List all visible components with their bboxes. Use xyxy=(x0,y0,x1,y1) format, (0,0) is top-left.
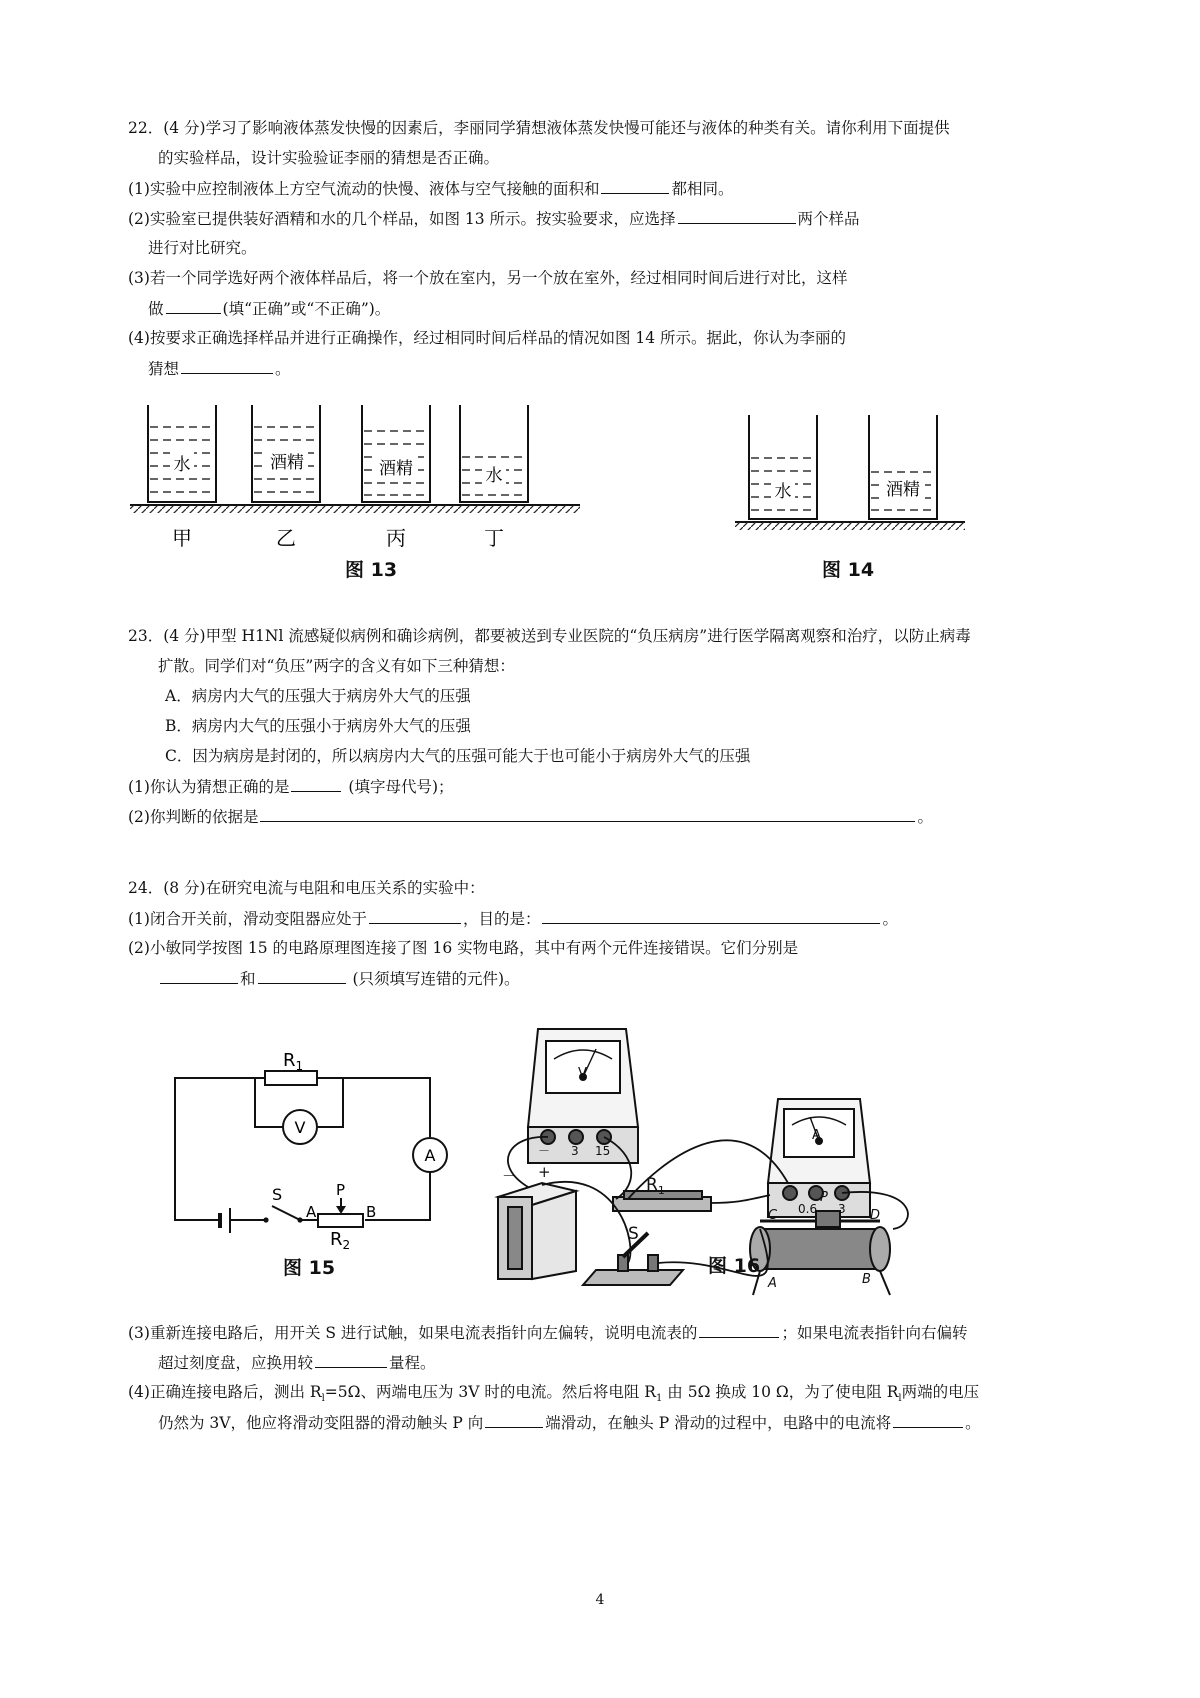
q24-part4-sub3: l xyxy=(898,1393,902,1405)
q24-part3 xyxy=(128,1322,967,1343)
figure-13-caption: 图 13 xyxy=(345,559,398,581)
q24-part4-sub2: 1 xyxy=(655,1393,663,1405)
q24-part4-b: =5Ω、两端电压为 3V 时的电流。然后将电阻 R xyxy=(324,1383,656,1401)
q22-part2-cont: 进行对比研究。 xyxy=(148,239,257,257)
beaker-ding xyxy=(460,405,528,502)
beaker-label-ding: 丁 xyxy=(484,526,504,550)
answer-blank[interactable] xyxy=(291,776,341,792)
liquid-label: 水 xyxy=(173,455,191,475)
label-s-device: S xyxy=(628,1224,639,1244)
figure-16 xyxy=(498,1015,1028,1290)
voltmeter-device xyxy=(528,1029,638,1163)
q24-part4-f: 端滑动，在触头 P 滑动的过程中，电路中的电流将 xyxy=(545,1414,892,1432)
q24-part1-mid: ，目的是： xyxy=(462,910,541,928)
answer-blank[interactable] xyxy=(601,178,669,194)
q24-part4-sub1: l xyxy=(321,1393,325,1405)
q23-part1 xyxy=(128,776,454,797)
label-v-dial: V xyxy=(578,1066,587,1081)
q22-part4: (4)按要求正确选择样品并进行正确操作，经过相同时间后样品的情况如图 14 所示。据此，你认为李丽的 xyxy=(128,329,847,347)
figure-14-caption: 图 14 xyxy=(822,559,875,581)
q23-line2: 扩散。同学们对“负压”两字的含义有如下三种猜想： xyxy=(158,657,515,675)
q24-part3-text2: 超过刻度盘，应换用较 xyxy=(158,1354,314,1372)
q22-part1-tail: 都相同。 xyxy=(671,180,734,198)
answer-blank[interactable] xyxy=(678,208,796,224)
q24-part1-text: (1)闭合开关前，滑动变阻器应处于 xyxy=(128,910,367,928)
label-battery-minus: － xyxy=(502,1167,518,1185)
beaker-yi xyxy=(252,405,320,502)
answer-blank[interactable] xyxy=(542,908,880,924)
label-rheostat-b: B xyxy=(862,1272,871,1287)
beaker-label-bing: 丙 xyxy=(386,526,406,550)
answer-blank[interactable] xyxy=(181,358,273,374)
beaker-jia xyxy=(148,405,216,502)
q24-part2-and: 和 xyxy=(240,970,256,988)
q22-part2-tail: 两个样品 xyxy=(797,210,860,228)
label-p-device: P xyxy=(820,1190,828,1205)
q24-part2-cont xyxy=(158,968,520,989)
label-v: V xyxy=(294,1118,306,1137)
q24-line1: 24．(8 分)在研究电流与电阻和电压关系的实验中： xyxy=(128,879,485,897)
q24-part4-cont xyxy=(158,1412,981,1433)
q24-part2: (2)小敏同学按图 15 的电路原理图连接了图 16 实物电路，其中有两个元件连接错误。它们分别是 xyxy=(128,939,799,957)
q24-part4-e: 仍然为 3V，他应将滑动变阻器的滑动触头 P 向 xyxy=(158,1414,484,1432)
beaker-label-jia: 甲 xyxy=(172,526,192,550)
answer-blank[interactable] xyxy=(699,1322,779,1338)
q23-part1-text: (1)你认为猜想正确的是 xyxy=(128,778,290,796)
q23-part2-tail: 。 xyxy=(917,808,933,826)
q24-part4-d: 两端的电压 xyxy=(901,1383,980,1401)
label-3-v: 3 xyxy=(571,1144,579,1158)
label-terminal-a: A xyxy=(306,1203,317,1221)
answer-blank[interactable] xyxy=(893,1412,963,1428)
answer-blank[interactable] xyxy=(260,806,915,822)
figure-13 xyxy=(130,405,590,575)
liquid-label: 酒精 xyxy=(270,453,304,473)
ammeter-device xyxy=(768,1099,870,1217)
label-r2: $R_2$ xyxy=(330,1229,351,1252)
q22-part4-guess: 猜想 xyxy=(148,360,180,378)
liquid-label: 水 xyxy=(774,482,792,502)
q24-part4-a: (4)正确连接电路后，测出 R xyxy=(128,1383,322,1401)
answer-blank[interactable] xyxy=(258,968,346,984)
q24-part4-g: 。 xyxy=(965,1414,981,1432)
q24-part3-mid: ；如果电流表指针向右偏转 xyxy=(781,1324,968,1342)
q24-part2-tail: (只须填写连错的元件)。 xyxy=(347,970,520,988)
label-terminal-b: B xyxy=(366,1203,377,1221)
answer-blank[interactable] xyxy=(369,908,461,924)
label-p: P xyxy=(336,1181,346,1199)
label-15-v: 15 xyxy=(595,1144,611,1158)
beaker-bing xyxy=(362,405,430,502)
label-minus-v: － xyxy=(538,1144,551,1158)
q22-part1-text: (1)实验中应控制液体上方空气流动的快慢、液体与空气接触的面积和 xyxy=(128,180,600,198)
q23-line1: 23．(4 分)甲型 H1Nl 流感疑似病例和确诊病例，都要被送到专业医院的“负压病房”进行医学隔离观察和治疗，以防止病毒 xyxy=(128,627,971,645)
label-a: A xyxy=(424,1146,436,1165)
q22-part2 xyxy=(128,208,860,229)
q22-part2-text: (2)实验室已提供装好酒精和水的几个样品，如图 13 所示。按实验要求，应选择 xyxy=(128,210,676,228)
beaker-label-yi: 乙 xyxy=(276,526,296,550)
q24-part3-text: (3)重新连接电路后，用开关 S 进行试触，如果电流表指针向左偏转，说明电流表的 xyxy=(128,1324,698,1342)
q22-part3-cont xyxy=(148,298,390,319)
q24-part4-c: 由 5Ω 换成 10 Ω，为了使电阻 R xyxy=(662,1383,899,1401)
q24-part3-cont xyxy=(158,1352,436,1373)
figure-14 xyxy=(735,415,975,535)
q24-part1-tail: 。 xyxy=(882,910,898,928)
answer-blank[interactable] xyxy=(160,968,238,984)
q22-part3-tail: (填“正确”或“不正确”)。 xyxy=(222,300,391,318)
answer-blank[interactable] xyxy=(166,298,221,314)
beaker-alcohol xyxy=(869,415,937,519)
label-a-dial: A xyxy=(812,1128,821,1143)
q23-option-b: B．病房内大气的压强小于病房外大气的压强 xyxy=(165,717,471,735)
q23-option-a: A．病房内大气的压强大于病房外大气的压强 xyxy=(165,687,471,705)
label-d: D xyxy=(870,1208,881,1223)
label-3-a: 3 xyxy=(838,1202,846,1216)
beaker-water xyxy=(749,415,817,519)
q23-part2 xyxy=(128,806,933,827)
label-r1: $R_1$ xyxy=(283,1050,304,1073)
label-rheostat-a: A xyxy=(768,1276,777,1291)
label-r1-device: $R_1$ xyxy=(646,1175,665,1197)
answer-blank[interactable] xyxy=(315,1352,387,1368)
label-0-6-a: 0.6 xyxy=(798,1202,818,1216)
q22-line1: 22．(4 分)学习了影响液体蒸发快慢的因素后，李丽同学猜想液体蒸发快慢可能还与液体的种类有关。请你利用下面提供 xyxy=(128,119,950,137)
label-s: S xyxy=(272,1185,283,1204)
rheostat-r2 xyxy=(318,1214,363,1227)
liquid-label: 酒精 xyxy=(379,459,413,479)
q22-part3-do: 做 xyxy=(148,300,164,318)
label-battery-plus: + xyxy=(538,1163,551,1181)
label-c: C xyxy=(768,1208,778,1223)
q23-part1-tail: (填字母代号)； xyxy=(343,778,454,796)
q22-part4-tail: 。 xyxy=(275,360,291,378)
q22-part1 xyxy=(128,178,733,199)
q22-part3: (3)若一个同学选好两个液体样品后，将一个放在室内，另一个放在室外，经过相同时间后进行对比，这样 xyxy=(128,269,848,287)
answer-blank[interactable] xyxy=(485,1412,543,1428)
liquid-label: 水 xyxy=(485,466,503,486)
q24-part3-tail: 量程。 xyxy=(389,1354,436,1372)
figure-15-caption: 图 15 xyxy=(283,1257,336,1279)
q22-line2: 的实验样品，设计实验验证李丽的猜想是否正确。 xyxy=(158,149,500,167)
page-number: 4 xyxy=(595,1592,605,1608)
figure-16-caption: 图 16 xyxy=(708,1255,761,1277)
q24-part1 xyxy=(128,908,898,929)
q24-part4 xyxy=(128,1382,979,1409)
q23-part2-text: (2)你判断的依据是 xyxy=(128,808,259,826)
battery-device xyxy=(498,1183,576,1279)
resistor-r1 xyxy=(265,1071,317,1085)
figure-15 xyxy=(160,1040,460,1252)
liquid-label: 酒精 xyxy=(886,480,920,500)
q23-option-c: C．因为病房是封闭的，所以病房内大气的压强可能大于也可能小于病房外大气的压强 xyxy=(165,747,751,765)
q22-part4-cont xyxy=(148,358,291,379)
